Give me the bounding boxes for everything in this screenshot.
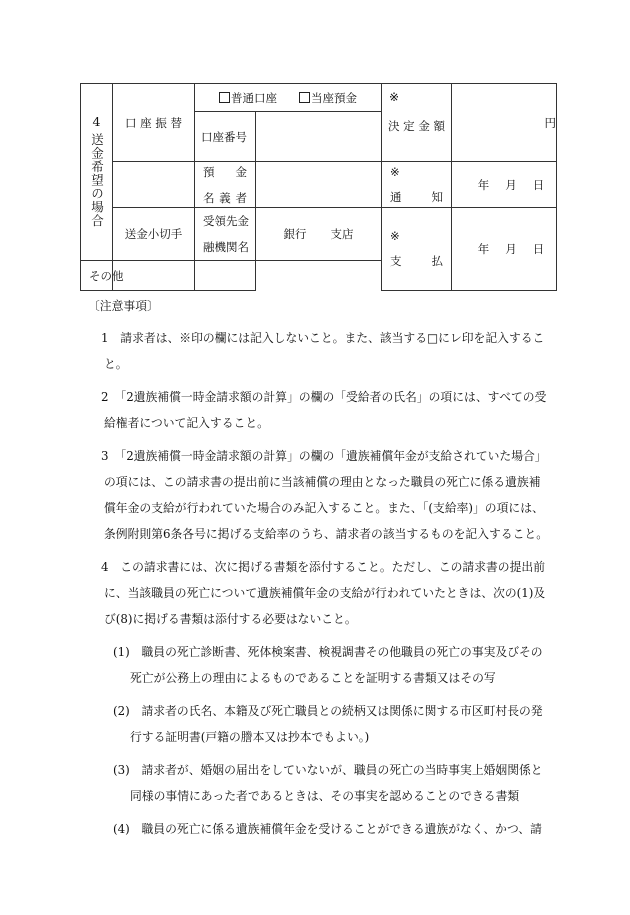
- payment-label-cell: ※ 支 払: [382, 208, 452, 291]
- notice-date-field[interactable]: 年 月 日: [452, 162, 557, 208]
- note-line: 1 請求者は、※印の欄には記入しないこと。また、該当する□にレ印を記入するこ: [101, 331, 545, 345]
- notes-heading: 〔注意事項〕: [88, 299, 159, 313]
- other-field-2[interactable]: [195, 261, 256, 291]
- note-line: 条例附則第6条各号に掲げる支給率のうち、請求者の該当するものを記入すること。: [104, 527, 548, 541]
- depositor-field[interactable]: [256, 162, 382, 208]
- account-number-field[interactable]: [256, 112, 382, 162]
- note-line: (2) 請求者の氏名、本籍及び死亡職員との続柄又は関係に関する市区町村長の発: [113, 704, 543, 718]
- checkbox-icon[interactable]: [299, 92, 310, 103]
- note-line: 3 「2遺族補償一時金請求額の計算」の欄の「遺族補償年金が支給されていた場合」: [101, 449, 547, 463]
- mark: ※: [389, 90, 400, 104]
- notice-label-cell: ※ 通 知: [382, 162, 452, 208]
- checkbox-ordinary[interactable]: 普通口座: [219, 90, 277, 106]
- note-line: (3) 請求者が、婚姻の届出をしていないが、職員の死亡の当時事実上婚姻関係と: [113, 763, 543, 777]
- remittance-table: [80, 83, 557, 291]
- section-title: 送金希望の場合: [89, 132, 105, 228]
- payment-date-field[interactable]: 年 月 日: [452, 208, 557, 291]
- checkbox-current[interactable]: 当座預金: [299, 90, 357, 106]
- note-line: (4) 職員の死亡に係る遺族補償年金を受けることができる遺族がなく、かつ、請: [113, 822, 542, 836]
- note-line: 2 「2遺族補償一時金請求額の計算」の欄の「受給者の氏名」の項には、すべての受: [101, 390, 547, 404]
- note-line: 同様の事情にあった者であるときは、その事実を認めることのできる書類: [130, 789, 520, 803]
- section-number: 4: [92, 113, 101, 129]
- other-field-1[interactable]: [113, 261, 195, 291]
- blank-cell: [113, 162, 195, 208]
- note-line: 行する証明書(戸籍の謄本又は抄本でもよい。): [130, 730, 370, 744]
- account-type-cell: [195, 84, 382, 112]
- mark: ※: [390, 164, 400, 179]
- checkbox-icon[interactable]: [219, 92, 230, 103]
- remittance-check-label: 送金小切手: [113, 208, 195, 261]
- note-line: 死亡が公務上の理由によるものであることを証明する書類又はその写: [130, 671, 496, 685]
- section-label-cell: [81, 84, 113, 261]
- receiving-bank-label: 受領先金 融機関名: [195, 208, 256, 261]
- decision-amount-label-cell: [382, 84, 452, 162]
- account-number-label: 口座番号: [195, 112, 256, 162]
- depositor-label: 預 金 名 義 者: [195, 162, 256, 208]
- other-label: そ の 他: [81, 261, 113, 291]
- note-line: 給権者について記入すること。: [104, 416, 269, 430]
- note-line: 償年金の支給が行われていた場合のみ記入すること。また、「(支給率)」の項には、: [104, 501, 544, 515]
- bank-transfer-label: 口 座 振 替: [113, 84, 195, 162]
- note-line: (1) 職員の死亡診断書、死体検案書、検視調書その他職員の死亡の事実及びその: [113, 645, 543, 659]
- note-line: に、当該職員の死亡について遺族補償年金の支給が行われていたときは、次の(1)及: [104, 586, 546, 600]
- decision-amount-value[interactable]: 円: [452, 84, 557, 162]
- note-line: び(8)に掲げる書類は添付する必要はないこと。: [104, 612, 357, 626]
- mark: ※: [390, 229, 400, 243]
- note-line: 4 この請求書には、次に掲げる書類を添付すること。ただし、この請求書の提出前: [101, 560, 545, 574]
- decision-amount-label: 決 定 金 額: [388, 118, 445, 133]
- note-line: と。: [104, 357, 128, 371]
- note-line: の項には、この請求書の提出前に当該補償の理由となった職員の死亡に係る遺族補: [104, 475, 541, 489]
- bank-branch-field[interactable]: 銀行 支店: [256, 208, 382, 261]
